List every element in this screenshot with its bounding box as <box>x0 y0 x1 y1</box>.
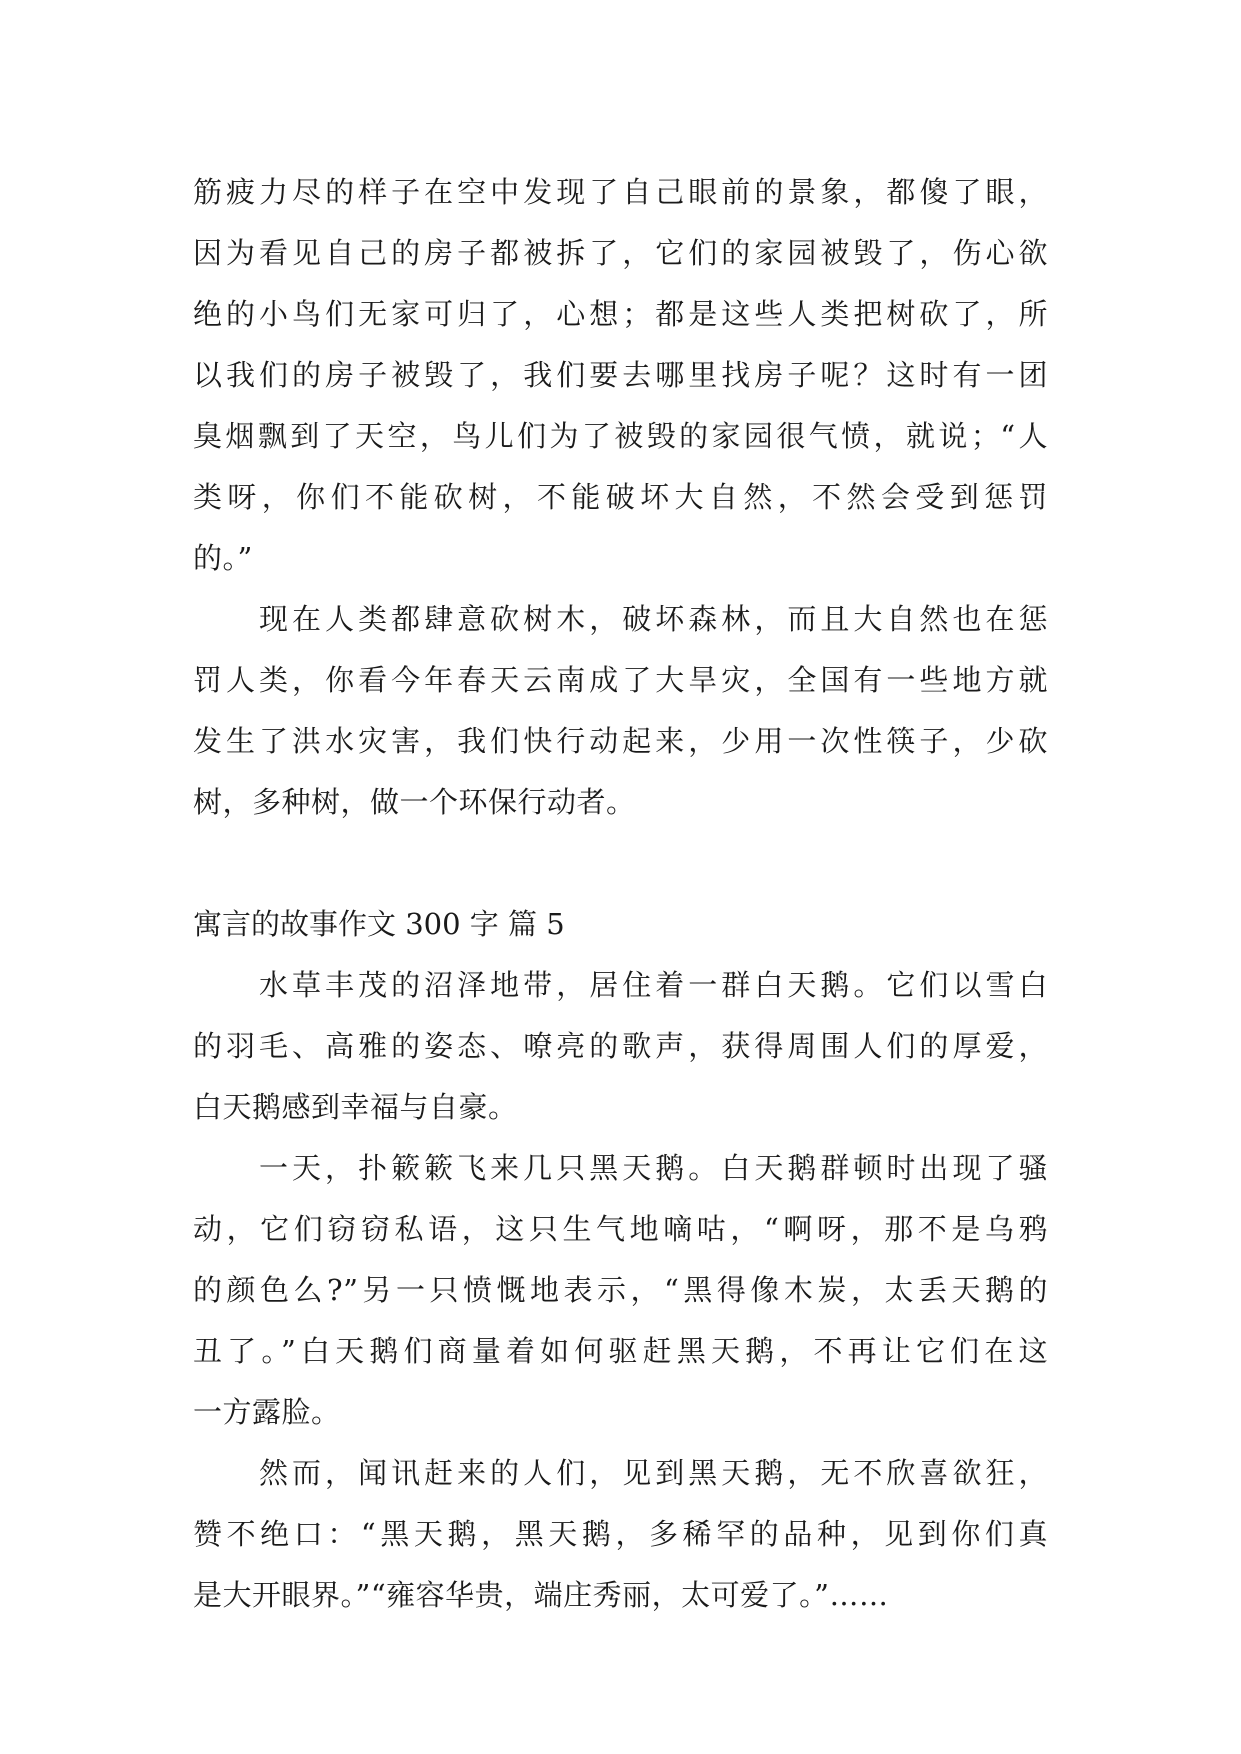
text-line: 绝的小鸟们无家可归了，心想；都是这些人类把树砍了，所 <box>193 297 1048 331</box>
text-line: 以我们的房子被毁了，我们要去哪里找房子呢？这时有一团 <box>193 358 1048 392</box>
text-line: 白天鹅感到幸福与自豪。 <box>193 1090 518 1124</box>
paragraph <box>193 162 1048 589</box>
text-line: 赞不绝口：“黑天鹅，黑天鹅，多稀罕的品种，见到你们真 <box>193 1517 1048 1551</box>
text-line: 臭烟飘到了天空，鸟儿们为了被毁的家园很气愤，就说；“人 <box>193 419 1048 453</box>
text-line: 的。” <box>193 541 253 575</box>
text-line: 的羽毛、高雅的姿态、嘹亮的歌声，获得周围人们的厚爱， <box>193 1029 1048 1063</box>
text-line: 是大开眼界。”“雍容华贵，端庄秀丽，太可爱了。”…… <box>193 1578 889 1612</box>
paragraph <box>193 1443 1048 1626</box>
text-line: 一方露脸。 <box>193 1395 341 1429</box>
text-line: 现在人类都肆意砍树木，破坏森林，而且大自然也在惩 <box>259 602 1048 636</box>
paragraph <box>193 955 1048 1138</box>
text-line: 然而，闻讯赶来的人们，见到黑天鹅，无不欣喜欲狂， <box>259 1456 1048 1490</box>
text-line: 水草丰茂的沼泽地带，居住着一群白天鹅。它们以雪白 <box>259 968 1048 1002</box>
paragraph <box>193 1138 1048 1443</box>
text-line: 发生了洪水灾害，我们快行动起来，少用一次性筷子，少砍 <box>193 724 1048 758</box>
spacer <box>193 833 1048 894</box>
text-line: 的颜色么?”另一只愤慨地表示，“黑得像木炭，太丢天鹅的 <box>193 1273 1048 1307</box>
text-line: 动，它们窃窃私语，这只生气地嘀咕，“啊呀，那不是乌鸦 <box>193 1212 1048 1246</box>
text-line: 一天，扑簌簌飞来几只黑天鹅。白天鹅群顿时出现了骚 <box>259 1151 1048 1185</box>
text-line: 类呀，你们不能砍树，不能破坏大自然，不然会受到惩罚 <box>193 480 1048 514</box>
text-line: 罚人类，你看今年春天云南成了大旱灾，全国有一些地方就 <box>193 663 1048 697</box>
document-page <box>193 162 1048 1626</box>
text-line: 筋疲力尽的样子在空中发现了自己眼前的景象，都傻了眼， <box>193 175 1048 209</box>
text-line: 树，多种树，做一个环保行动者。 <box>193 785 636 819</box>
section-heading: 寓言的故事作文 300 字 篇 5 <box>193 907 565 941</box>
text-line: 丑了。”白天鹅们商量着如何驱赶黑天鹅，不再让它们在这 <box>193 1334 1048 1368</box>
text-line: 因为看见自己的房子都被拆了，它们的家园被毁了，伤心欲 <box>193 236 1048 270</box>
paragraph <box>193 589 1048 833</box>
